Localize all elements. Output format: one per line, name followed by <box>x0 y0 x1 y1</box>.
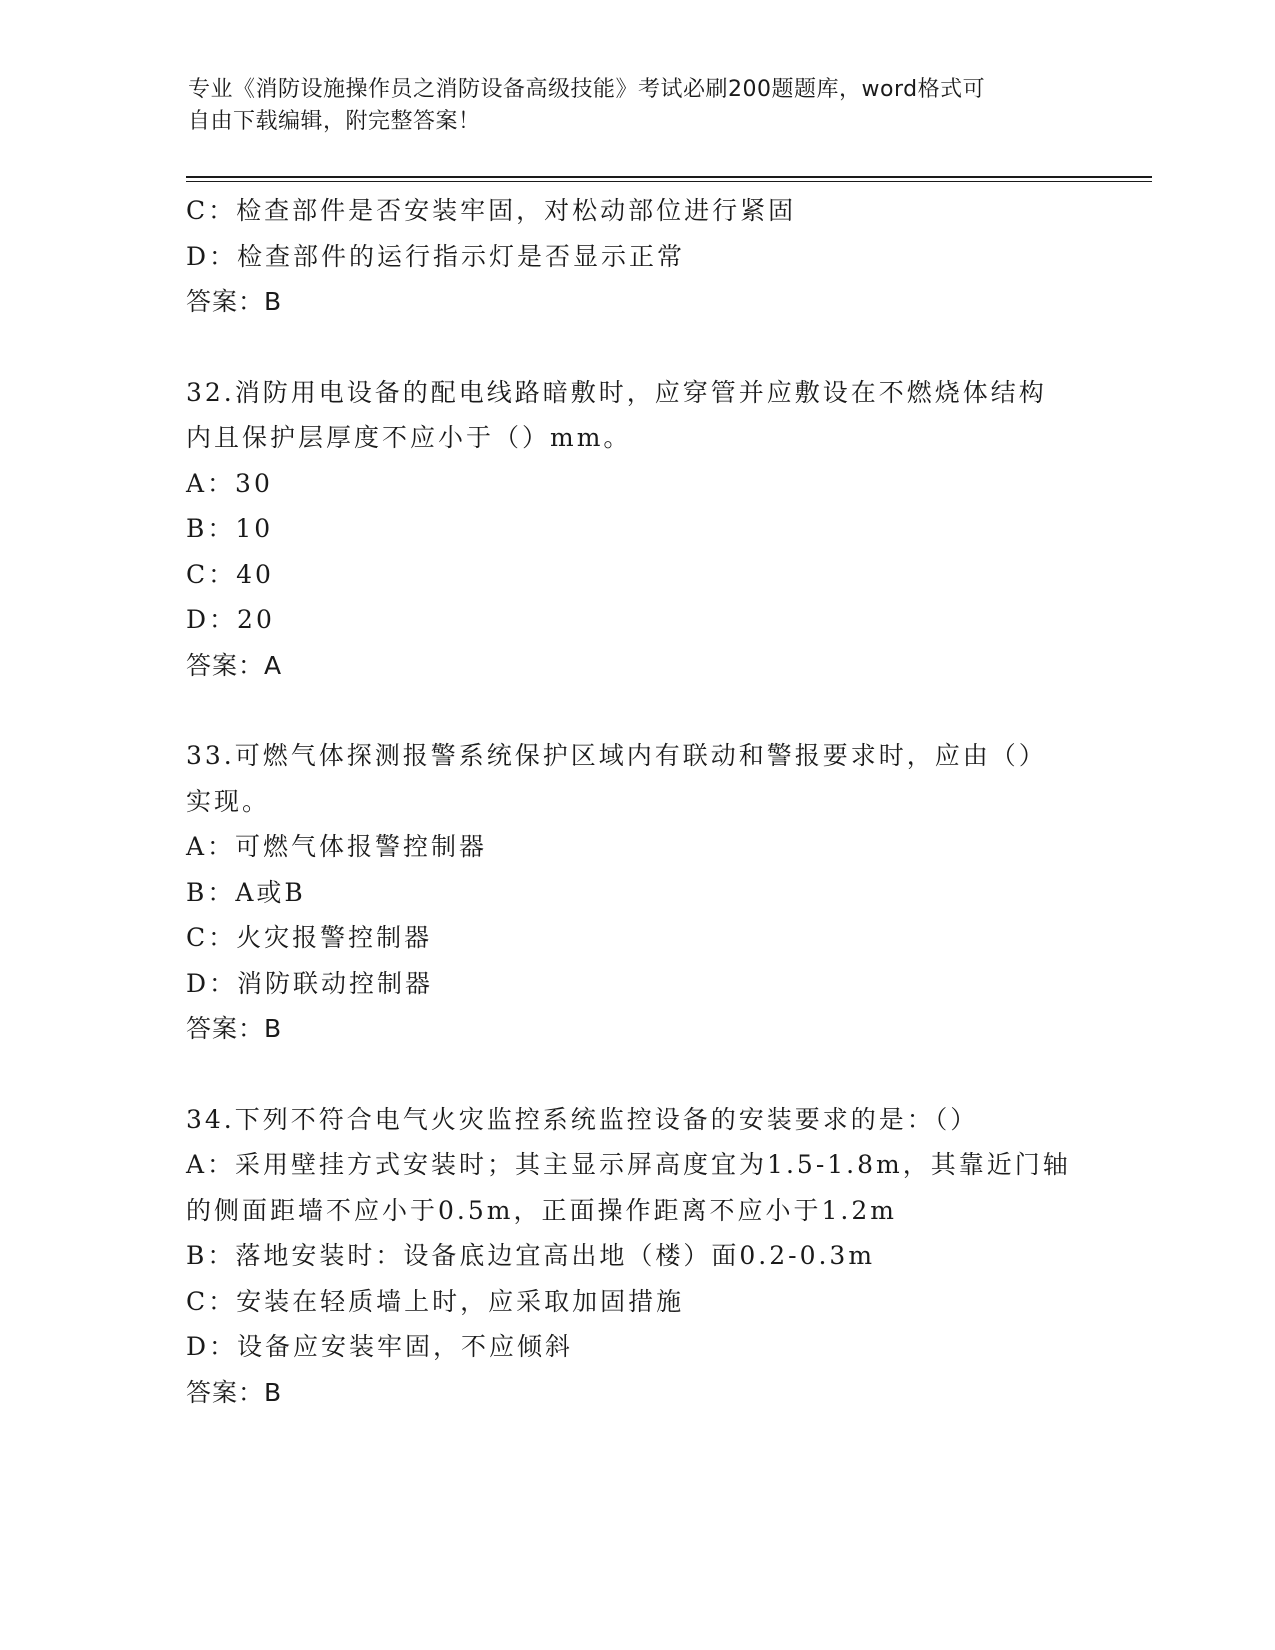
option-c: C：检查部件是否安装牢固，对松动部位进行紧固 <box>186 196 797 225</box>
question-gap <box>186 688 1086 733</box>
option-a: A：30 <box>186 468 273 498</box>
option-d: D：20 <box>186 605 275 634</box>
document-header <box>188 74 1068 138</box>
question-gap <box>186 325 1086 370</box>
option-d: D：消防联动控制器 <box>186 968 434 998</box>
question-stem: 33.可燃气体探测报警系统保护区域内有联动和警报要求时，应由（） <box>186 741 1047 770</box>
header-line-2: 自由下载编辑，附完整答案！ <box>188 109 481 134</box>
question-31-tail <box>186 188 1086 325</box>
question-stem: 34.下列不符合电气火灾监控系统监控设备的安装要求的是：（） <box>186 1104 979 1134</box>
answer-label: 答案：B <box>186 287 283 316</box>
answer-label: 答案：B <box>186 1377 283 1407</box>
option-c: C：安装在轻质墙上时，应采取加固措施 <box>186 1286 685 1316</box>
header-divider-thick <box>186 176 1152 178</box>
option-c: C：火灾报警控制器 <box>186 923 433 952</box>
option-b: B：落地安装时：设备底边宜高出地（楼）面0.2-0.3m <box>186 1241 876 1270</box>
option-d: D：设备应安装牢固，不应倾斜 <box>186 1332 574 1361</box>
question-33 <box>186 733 1086 1052</box>
question-32 <box>186 370 1086 689</box>
question-stem: 32.消防用电设备的配电线路暗敷时，应穿管并应敷设在不燃烧体结构 <box>186 377 1047 407</box>
question-list <box>186 188 1086 1415</box>
header-line-1: 专业《消防设施操作员之消防设备高级技能》考试必刷200题题库，word格式可 <box>188 77 986 102</box>
option-b: B：10 <box>186 514 274 543</box>
question-stem-continued: 实现。 <box>186 786 271 816</box>
option-a-continued: 的侧面距墙不应小于0.5m，正面操作距离不应小于1.2m <box>186 1195 897 1225</box>
option-c: C：40 <box>186 559 274 589</box>
question-stem-continued: 内且保护层厚度不应小于（）mm。 <box>186 423 632 452</box>
option-b: B：A或B <box>186 877 306 907</box>
header-divider-thin <box>186 181 1152 182</box>
question-gap <box>186 1052 1086 1097</box>
option-a: A：采用壁挂方式安装时；其主显示屏高度宜为1.5-1.8m，其靠近门轴 <box>186 1150 1071 1179</box>
option-d: D：检查部件的运行指示灯是否显示正常 <box>186 241 686 271</box>
option-a: A：可燃气体报警控制器 <box>186 832 488 861</box>
answer-label: 答案：B <box>186 1014 283 1043</box>
answer-label: 答案：A <box>186 650 283 680</box>
question-34 <box>186 1097 1086 1416</box>
